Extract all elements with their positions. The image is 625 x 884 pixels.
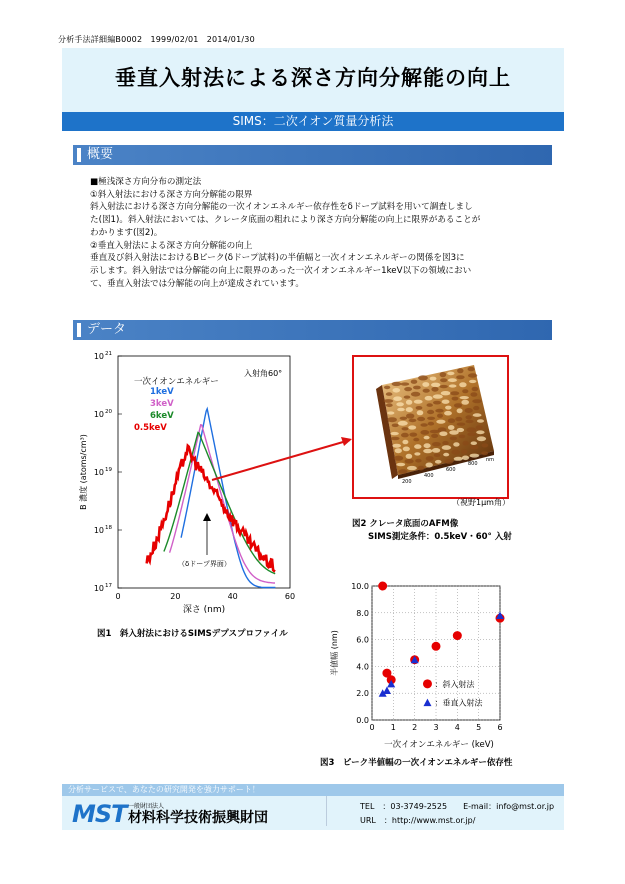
afm-feature bbox=[428, 422, 434, 426]
x-tick-label: 6 bbox=[497, 723, 503, 732]
afm-feature bbox=[442, 445, 451, 450]
afm-feature bbox=[411, 380, 418, 384]
afm-feature bbox=[448, 425, 455, 430]
afm-feature bbox=[432, 442, 441, 446]
org-type: 一般財団法人 bbox=[128, 803, 165, 810]
afm-feature bbox=[457, 423, 466, 426]
afm-feature bbox=[435, 460, 442, 464]
afm-feature bbox=[439, 431, 447, 436]
afm-feature bbox=[387, 417, 397, 422]
afm-feature bbox=[401, 433, 409, 438]
y-tick-exponent: 20 bbox=[105, 409, 112, 415]
figure-1-caption: 図1 斜入射法におけるSIMSデプスプロファイル bbox=[97, 629, 288, 639]
afm-feature bbox=[427, 417, 435, 420]
afm-feature bbox=[437, 414, 443, 418]
legend-marker bbox=[423, 699, 431, 707]
overview-line: ①斜入射法における深さ方向分解能の限界 bbox=[90, 189, 253, 200]
x-tick-label: 0 bbox=[369, 723, 375, 732]
afm-feature bbox=[435, 409, 443, 413]
y-tick-label: 10 bbox=[93, 468, 104, 477]
legend-marker bbox=[423, 679, 432, 688]
afm-feature bbox=[391, 437, 400, 440]
afm-feature bbox=[392, 424, 399, 428]
oblique-point bbox=[378, 582, 387, 591]
afm-feature bbox=[414, 452, 420, 455]
afm-tick: nm bbox=[486, 457, 495, 463]
afm-feature bbox=[473, 413, 482, 417]
afm-feature bbox=[393, 388, 401, 393]
afm-feature bbox=[470, 445, 478, 449]
afm-feature bbox=[406, 400, 412, 405]
series-line-0.5keV bbox=[147, 446, 275, 572]
afm-feature bbox=[450, 437, 457, 441]
x-tick-label: 1 bbox=[390, 723, 396, 732]
afm-feature bbox=[459, 382, 466, 387]
afm-feature bbox=[406, 407, 413, 412]
afm-feature bbox=[466, 420, 474, 424]
afm-feature bbox=[418, 466, 425, 471]
afm-feature bbox=[387, 411, 394, 414]
legend-entry: ：斜入射法 bbox=[434, 679, 475, 689]
afm-feature bbox=[433, 401, 441, 405]
overview-line: た(図1)。斜入射法においては、クレータ底面の粗れにより深さ方向分解能の向上に限界があることが bbox=[90, 215, 481, 226]
y-tick-label: 10 bbox=[93, 526, 104, 535]
afm-feature bbox=[425, 396, 433, 401]
x-tick-label: 0 bbox=[115, 592, 121, 601]
afm-feature bbox=[440, 372, 447, 377]
afm-feature bbox=[422, 382, 429, 387]
afm-feature bbox=[476, 425, 483, 430]
afm-feature bbox=[461, 400, 469, 405]
afm-feature bbox=[443, 453, 449, 457]
footer-divider bbox=[326, 796, 327, 826]
afm-feature bbox=[451, 450, 460, 455]
afm-feature bbox=[431, 383, 440, 388]
afm-feature bbox=[449, 384, 457, 387]
oblique-point bbox=[453, 631, 462, 640]
afm-feature bbox=[413, 438, 419, 442]
afm-feature bbox=[417, 417, 425, 421]
afm-tick: 200 bbox=[402, 479, 412, 483]
depth-profile-chart bbox=[70, 350, 310, 620]
y-axis-label: B 濃度 (atoms/cm³) bbox=[79, 434, 88, 510]
afm-tick: 800 bbox=[468, 461, 478, 467]
section-data-header: データ bbox=[73, 320, 552, 340]
afm-feature bbox=[433, 394, 443, 398]
y-tick-label: 6.0 bbox=[356, 635, 369, 645]
normal-point bbox=[383, 687, 391, 695]
afm-feature bbox=[402, 427, 409, 430]
afm-tick: 400 bbox=[424, 473, 434, 479]
afm-feature bbox=[404, 396, 411, 399]
afm-feature bbox=[448, 418, 455, 423]
legend-entry: 1keV bbox=[150, 387, 174, 397]
afm-feature bbox=[411, 392, 420, 397]
afm-feature bbox=[423, 389, 430, 393]
afm-image bbox=[362, 363, 499, 483]
legend-entry: 3keV bbox=[150, 399, 174, 409]
afm-feature bbox=[415, 459, 421, 463]
afm-feature bbox=[445, 406, 451, 410]
y-tick-label: 10.0 bbox=[351, 582, 369, 591]
afm-feature bbox=[407, 466, 417, 470]
afm-feature bbox=[452, 397, 459, 401]
afm-feature bbox=[459, 435, 466, 439]
afm-feature bbox=[444, 411, 452, 416]
afm-feature bbox=[450, 391, 459, 395]
x-axis-label: 一次イオンエネルギー (keV) bbox=[384, 740, 494, 750]
afm-feature bbox=[462, 456, 469, 461]
afm-feature bbox=[440, 385, 448, 388]
afm-feature bbox=[431, 434, 438, 438]
afm-feature bbox=[406, 413, 414, 418]
y-tick-exponent: 17 bbox=[105, 583, 112, 589]
afm-feature bbox=[457, 428, 464, 432]
afm-feature bbox=[409, 433, 417, 437]
mst-logo: MST bbox=[72, 800, 127, 828]
x-tick-label: 3 bbox=[433, 723, 439, 732]
y-tick-label: 8.0 bbox=[356, 608, 369, 618]
afm-feature bbox=[434, 453, 440, 457]
afm-feature bbox=[424, 436, 430, 440]
afm-image-frame bbox=[352, 355, 509, 499]
afm-feature bbox=[396, 463, 405, 466]
afm-feature bbox=[442, 400, 450, 404]
x-axis-label: 深さ (nm) bbox=[182, 605, 226, 615]
afm-feature bbox=[469, 380, 476, 383]
afm-feature bbox=[472, 387, 479, 392]
afm-feature bbox=[393, 396, 402, 401]
page-title: 垂直入射法による深さ方向分解能の向上 bbox=[115, 66, 511, 90]
afm-feature bbox=[424, 443, 431, 448]
overview-line: 斜入射法における深さ方向分解能の一次イオンエネルギー依存性をδドープ試料を用いて調査しまし bbox=[90, 202, 473, 213]
document-id: 分析手法詳細編B0002 1999/02/01 2014/01/30 bbox=[58, 35, 255, 44]
x-tick-label: 60 bbox=[284, 592, 296, 601]
afm-feature bbox=[456, 375, 464, 379]
afm-feature bbox=[390, 432, 398, 435]
afm-feature bbox=[460, 396, 469, 399]
oblique-point bbox=[432, 642, 441, 651]
afm-feature bbox=[392, 382, 402, 386]
afm-feature bbox=[477, 419, 484, 423]
afm-feature bbox=[405, 459, 414, 464]
fwhm-energy-chart bbox=[325, 580, 515, 752]
afm-feature bbox=[463, 441, 469, 446]
afm-feature bbox=[427, 403, 433, 407]
afm-feature bbox=[398, 421, 408, 426]
overview-line: て、垂直入射法では分解能の向上が達成されています。 bbox=[90, 278, 304, 289]
afm-feature bbox=[448, 378, 457, 382]
afm-feature bbox=[465, 408, 473, 413]
afm-feature bbox=[408, 425, 416, 429]
afm-feature bbox=[466, 427, 476, 432]
afm-feature bbox=[440, 378, 447, 382]
afm-feature bbox=[406, 454, 413, 459]
legend-entry: ：垂直入射法 bbox=[434, 698, 483, 708]
afm-feature bbox=[457, 368, 463, 373]
afm-feature bbox=[473, 406, 479, 410]
afm-feature bbox=[457, 408, 463, 413]
contact-url[interactable]: URL ：http://www.mst.or.jp/ bbox=[360, 816, 476, 825]
delta-interface-label: （δドープ界面） bbox=[178, 560, 231, 568]
afm-feature bbox=[384, 386, 390, 390]
afm-feature bbox=[386, 403, 393, 407]
overview-line: ■極浅深さ方向分布の測定法 bbox=[90, 177, 202, 187]
afm-feature bbox=[418, 375, 428, 380]
afm-feature bbox=[401, 382, 410, 385]
incidence-angle: 入射角60° bbox=[244, 369, 283, 378]
y-tick-label: 0.0 bbox=[356, 716, 369, 725]
afm-feature bbox=[455, 417, 462, 421]
overview-text bbox=[90, 176, 550, 290]
y-tick-label: 4.0 bbox=[356, 662, 369, 672]
afm-feature bbox=[454, 457, 463, 461]
x-tick-label: 4 bbox=[454, 723, 460, 732]
afm-tick: 600 bbox=[446, 467, 456, 473]
contact-tel-email[interactable]: TEL ：03-3749-2525 E-mail：info@mst.or.jp bbox=[360, 802, 555, 811]
legend-title: 一次イオンエネルギー bbox=[134, 377, 219, 387]
section-overview-header: 概要 bbox=[73, 145, 552, 165]
afm-feature bbox=[403, 447, 410, 452]
legend-entry: 6keV bbox=[150, 411, 174, 421]
y-tick-exponent: 21 bbox=[105, 351, 112, 357]
org-name: 材料科学技術振興財団 bbox=[128, 810, 268, 826]
x-tick-label: 5 bbox=[476, 723, 482, 732]
afm-feature bbox=[454, 403, 462, 407]
y-tick-label: 10 bbox=[93, 584, 104, 593]
afm-feature bbox=[467, 433, 476, 437]
afm-feature bbox=[426, 456, 434, 461]
overview-line: ②垂直入射法による深さ方向分解能の向上 bbox=[90, 240, 253, 251]
afm-feature bbox=[427, 410, 434, 414]
afm-feature bbox=[416, 406, 423, 410]
afm-feature bbox=[420, 430, 429, 435]
afm-feature bbox=[430, 377, 437, 381]
afm-feature bbox=[431, 387, 438, 392]
title-box bbox=[62, 48, 564, 112]
afm-feature bbox=[444, 459, 453, 464]
afm-feature bbox=[441, 391, 451, 395]
y-tick-exponent: 19 bbox=[105, 467, 112, 473]
afm-feature bbox=[386, 392, 393, 396]
afm-feature bbox=[442, 441, 448, 445]
overview-line: 示します。斜入射法では分解能の向上に限界のあった一次イオンエネルギー1keV以下の領域におい bbox=[90, 265, 472, 276]
y-tick-exponent: 18 bbox=[105, 525, 112, 531]
afm-feature bbox=[394, 456, 403, 461]
y-tick-label: 10 bbox=[93, 410, 104, 419]
afm-feature bbox=[420, 423, 427, 426]
arrow-head bbox=[203, 513, 211, 521]
afm-feature bbox=[453, 442, 459, 446]
subtitle-band: SIMS：二次イオン質量分析法 bbox=[62, 112, 564, 131]
afm-feature bbox=[468, 373, 477, 377]
afm-feature bbox=[476, 430, 484, 434]
afm-feature bbox=[398, 469, 407, 474]
legend-entry: 0.5keV bbox=[134, 423, 167, 433]
figure-2-caption: 図2 クレータ底面のAFM像 bbox=[352, 519, 459, 529]
afm-feature bbox=[447, 372, 454, 376]
x-tick-label: 2 bbox=[412, 723, 418, 732]
y-axis-label: 半値幅 (nm) bbox=[330, 630, 339, 676]
afm-feature bbox=[470, 392, 477, 397]
afm-feature bbox=[384, 399, 394, 403]
x-tick-label: 40 bbox=[227, 592, 238, 601]
afm-feature bbox=[396, 402, 404, 406]
footer-tagline: 分析サービスで、あなたの研究開発を強力サポート！ bbox=[62, 784, 564, 796]
afm-feature bbox=[414, 444, 421, 449]
afm-feature bbox=[472, 399, 481, 403]
afm-feature bbox=[414, 400, 423, 404]
afm-feature bbox=[409, 419, 417, 423]
figure-2-conditions: SIMS測定条件：0.5keV・60° 入射 bbox=[368, 532, 512, 542]
overview-line: わかります(図2)。 bbox=[90, 227, 163, 238]
afm-feature bbox=[395, 448, 402, 453]
overview-line: 垂直及び斜入射法におけるBピーク(δドープ試料)の半値幅と一次イオンエネルギーの関係を図3に bbox=[90, 253, 465, 264]
afm-feature bbox=[417, 410, 424, 415]
afm-feature bbox=[462, 389, 468, 393]
afm-feature bbox=[402, 440, 408, 445]
afm-feature bbox=[432, 448, 440, 453]
afm-feature bbox=[413, 386, 421, 390]
figure-3-caption: 図3 ピーク半値幅の一次イオンエネルギー依存性 bbox=[320, 758, 513, 768]
y-tick-label: 10 bbox=[93, 352, 104, 361]
afm-feature bbox=[404, 387, 412, 391]
afm-feature bbox=[468, 367, 475, 371]
afm-feature bbox=[466, 415, 472, 419]
afm-feature bbox=[397, 408, 405, 412]
afm-feature bbox=[423, 449, 432, 454]
afm-feature bbox=[426, 463, 433, 468]
afm-feature bbox=[470, 454, 480, 458]
afm-feature bbox=[477, 436, 486, 441]
afm-feature bbox=[481, 451, 488, 455]
afm-feature bbox=[392, 444, 401, 448]
afm-feature bbox=[471, 441, 477, 445]
afm-feature bbox=[482, 443, 489, 447]
afm-feature bbox=[461, 449, 467, 454]
x-tick-label: 20 bbox=[170, 592, 181, 601]
afm-feature bbox=[400, 417, 408, 420]
field-of-view-note: （視野1μm角） bbox=[452, 498, 510, 507]
y-tick-label: 2.0 bbox=[356, 689, 369, 699]
afm-feature bbox=[436, 420, 445, 424]
